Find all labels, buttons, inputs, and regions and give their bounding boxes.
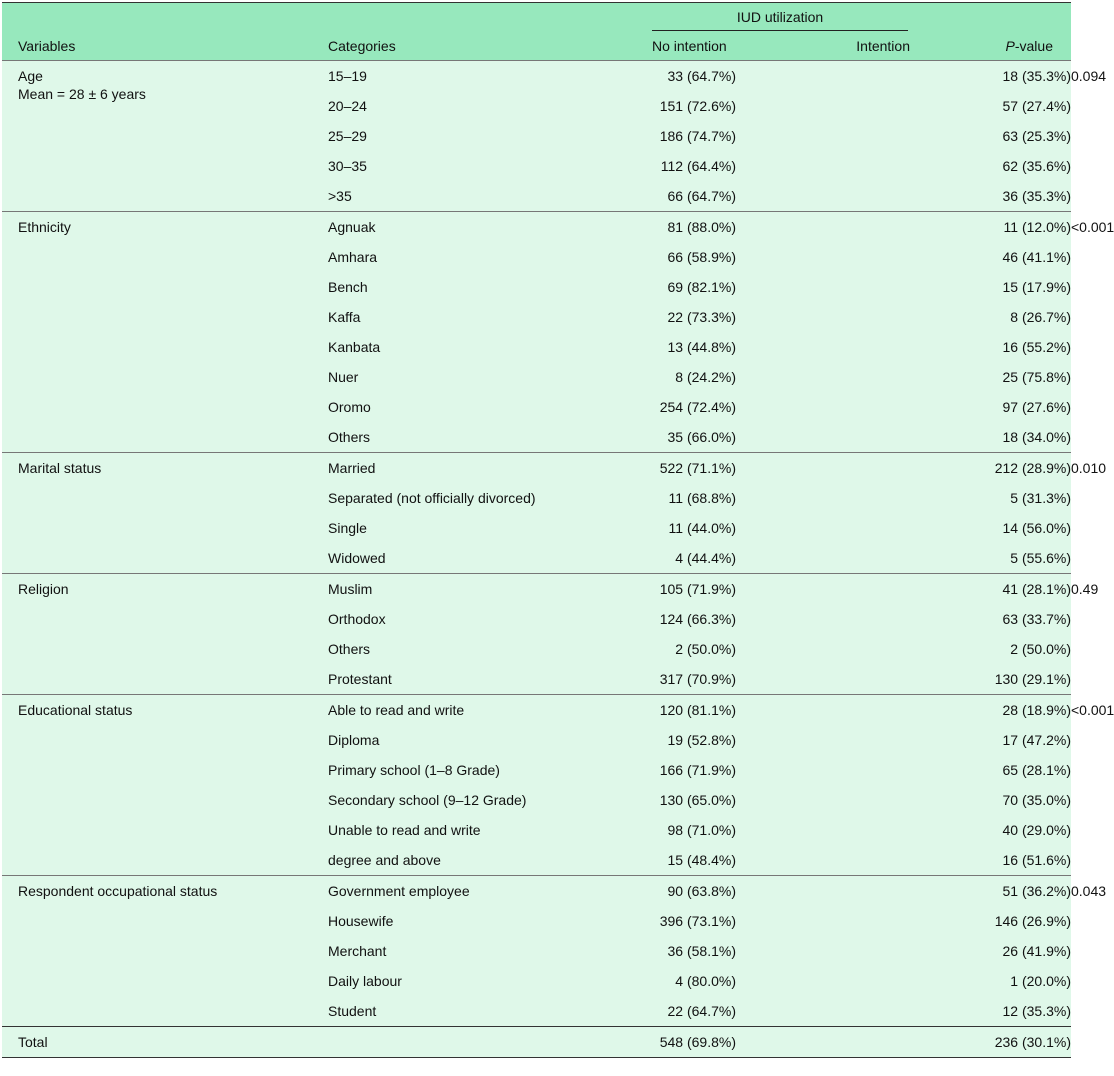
no-intention-cell: 11 (44.0%) <box>652 513 910 543</box>
category-cell: Separated (not officially divorced) <box>328 483 652 513</box>
variable-cell <box>2 453 328 574</box>
no-intention-cell: 522 (71.1%) <box>652 453 910 484</box>
variable-name: Religion <box>18 581 69 597</box>
no-intention-cell: 22 (73.3%) <box>652 302 910 332</box>
intention-cell: 62 (35.6%) <box>910 151 1071 181</box>
table-row: Religion Muslim 105 (71.9%) 41 (28.1%) 0.49 <box>2 574 1071 605</box>
no-intention-cell: 4 (80.0%) <box>652 966 910 996</box>
category-cell: Bench <box>328 272 652 302</box>
no-intention-cell: 112 (64.4%) <box>652 151 910 181</box>
no-intention-cell: 66 (58.9%) <box>652 242 910 272</box>
intention-cell: 12 (35.3%) <box>910 996 1071 1027</box>
category-cell: Kanbata <box>328 332 652 362</box>
no-intention-cell: 22 (64.7%) <box>652 996 910 1027</box>
intention-cell: 11 (12.0%) <box>910 212 1071 243</box>
no-intention-cell: 317 (70.9%) <box>652 664 910 695</box>
intention-cell: 18 (35.3%) <box>910 61 1071 92</box>
intention-cell: 28 (18.9%) <box>910 695 1071 726</box>
intention-cell: 16 (55.2%) <box>910 332 1071 362</box>
intention-cell: 2 (50.0%) <box>910 634 1071 664</box>
table-body <box>2 61 1114 1058</box>
no-intention-cell: 33 (64.7%) <box>652 61 910 92</box>
category-cell: Diploma <box>328 725 652 755</box>
variable-cell <box>2 695 328 876</box>
intention-cell: 57 (27.4%) <box>910 91 1071 121</box>
intention-cell: 36 (35.3%) <box>910 181 1071 212</box>
no-intention-cell: 15 (48.4%) <box>652 845 910 876</box>
category-cell: 30–35 <box>328 151 652 181</box>
intention-cell: 146 (26.9%) <box>910 906 1071 936</box>
category-cell: Protestant <box>328 664 652 695</box>
no-intention-cell: 11 (68.8%) <box>652 483 910 513</box>
no-intention-cell: 120 (81.1%) <box>652 695 910 726</box>
no-intention-cell: 4 (44.4%) <box>652 543 910 574</box>
category-cell: Daily labour <box>328 966 652 996</box>
no-intention-cell: 98 (71.0%) <box>652 815 910 845</box>
intention-cell: 14 (56.0%) <box>910 513 1071 543</box>
intention-cell: 5 (31.3%) <box>910 483 1071 513</box>
variable-name: Educational status <box>18 702 133 718</box>
category-cell: Single <box>328 513 652 543</box>
no-intention-cell: 66 (64.7%) <box>652 181 910 212</box>
table-row: Ethnicity Agnuak 81 (88.0%) 11 (12.0%) <0.001 <box>2 212 1071 243</box>
category-cell: 20–24 <box>328 91 652 121</box>
table-header <box>2 3 1071 61</box>
categories-header: Categories <box>328 31 652 61</box>
total-row <box>2 1027 1071 1058</box>
intention-cell: 97 (27.6%) <box>910 392 1071 422</box>
no-intention-cell: 8 (24.2%) <box>652 362 910 392</box>
intention-cell: 70 (35.0%) <box>910 785 1071 815</box>
variable-cell <box>2 212 328 453</box>
intention-cell: 41 (28.1%) <box>910 574 1071 605</box>
table-row: Educational status Able to read and write 120 (81.1%) 28 (18.9%) <0.001 <box>2 695 1071 726</box>
intention-cell: 26 (41.9%) <box>910 936 1071 966</box>
p-value-header: P-value <box>910 31 1071 61</box>
category-cell: Married <box>328 453 652 484</box>
table-row: Respondent occupational status Government employee 90 (63.8%) 51 (36.2%) 0.043 <box>2 876 1071 907</box>
no-intention-cell: 186 (74.7%) <box>652 121 910 151</box>
category-cell: Amhara <box>328 242 652 272</box>
intention-cell: 130 (29.1%) <box>910 664 1071 695</box>
table-row: Age Mean = 28 ± 6 years 15–19 33 (64.7%) 18 (35.3%) 0.094 <box>2 61 1071 92</box>
variable-cell <box>2 574 328 695</box>
intention-cell: 65 (28.1%) <box>910 755 1071 785</box>
category-cell: Merchant <box>328 936 652 966</box>
category-cell: Primary school (1–8 Grade) <box>328 755 652 785</box>
intention-header: Intention <box>736 31 910 61</box>
category-cell: Muslim <box>328 574 652 605</box>
category-cell: >35 <box>328 181 652 212</box>
variable-cell <box>2 876 328 1027</box>
variable-name: Marital status <box>18 460 102 476</box>
iud-utilization-header: IUD utilization <box>652 3 910 32</box>
intention-cell: 15 (17.9%) <box>910 272 1071 302</box>
category-cell: Unable to read and write <box>328 815 652 845</box>
intention-cell: 40 (29.0%) <box>910 815 1071 845</box>
no-intention-cell: 105 (71.9%) <box>652 574 910 605</box>
no-intention-header: No intention <box>652 31 736 61</box>
no-intention-cell: 124 (66.3%) <box>652 604 910 634</box>
intention-cell: 1 (20.0%) <box>910 966 1071 996</box>
variables-header: Variables <box>2 31 328 61</box>
intention-cell: 212 (28.9%) <box>910 453 1071 484</box>
category-cell: Kaffa <box>328 302 652 332</box>
category-cell: 15–19 <box>328 61 652 92</box>
no-intention-cell: 13 (44.8%) <box>652 332 910 362</box>
intention-cell: 18 (34.0%) <box>910 422 1071 453</box>
intention-cell: 63 (33.7%) <box>910 604 1071 634</box>
category-cell: Orthodox <box>328 604 652 634</box>
no-intention-cell: 254 (72.4%) <box>652 392 910 422</box>
no-intention-cell: 36 (58.1%) <box>652 936 910 966</box>
table-row: Marital status Married 522 (71.1%) 212 (28.9%) 0.010 <box>2 453 1071 484</box>
category-cell: Others <box>328 422 652 453</box>
intention-cell: 63 (25.3%) <box>910 121 1071 151</box>
intention-cell: 17 (47.2%) <box>910 725 1071 755</box>
no-intention-cell: 151 (72.6%) <box>652 91 910 121</box>
intention-cell: 25 (75.8%) <box>910 362 1071 392</box>
category-cell: Agnuak <box>328 212 652 243</box>
no-intention-cell: 81 (88.0%) <box>652 212 910 243</box>
category-cell: Widowed <box>328 543 652 574</box>
category-cell: Housewife <box>328 906 652 936</box>
intention-cell: 5 (55.6%) <box>910 543 1071 574</box>
no-intention-cell: 19 (52.8%) <box>652 725 910 755</box>
total-no-intention: 548 (69.8%) <box>652 1027 910 1058</box>
category-cell: Able to read and write <box>328 695 652 726</box>
data-table <box>2 2 1114 1058</box>
variable-name: Age <box>18 68 43 84</box>
category-cell: degree and above <box>328 845 652 876</box>
category-cell: Others <box>328 634 652 664</box>
category-cell: 25–29 <box>328 121 652 151</box>
category-cell: Student <box>328 996 652 1027</box>
no-intention-cell: 2 (50.0%) <box>652 634 910 664</box>
variable-name: Respondent occupational status <box>18 883 218 899</box>
category-cell: Secondary school (9–12 Grade) <box>328 785 652 815</box>
variable-subtitle: Mean = 28 ± 6 years <box>18 86 146 102</box>
no-intention-cell: 90 (63.8%) <box>652 876 910 907</box>
category-cell: Government employee <box>328 876 652 907</box>
no-intention-cell: 130 (65.0%) <box>652 785 910 815</box>
intention-cell: 8 (26.7%) <box>910 302 1071 332</box>
iud-utilization-table <box>2 2 1114 1058</box>
no-intention-cell: 166 (71.9%) <box>652 755 910 785</box>
category-cell: Nuer <box>328 362 652 392</box>
total-label: Total <box>2 1027 328 1058</box>
category-cell: Oromo <box>328 392 652 422</box>
intention-cell: 51 (36.2%) <box>910 876 1071 907</box>
intention-cell: 16 (51.6%) <box>910 845 1071 876</box>
total-intention: 236 (30.1%) <box>910 1027 1071 1058</box>
intention-cell: 46 (41.1%) <box>910 242 1071 272</box>
no-intention-cell: 396 (73.1%) <box>652 906 910 936</box>
no-intention-cell: 35 (66.0%) <box>652 422 910 453</box>
variable-name: Ethnicity <box>18 219 71 235</box>
no-intention-cell: 69 (82.1%) <box>652 272 910 302</box>
variable-cell <box>2 61 328 212</box>
